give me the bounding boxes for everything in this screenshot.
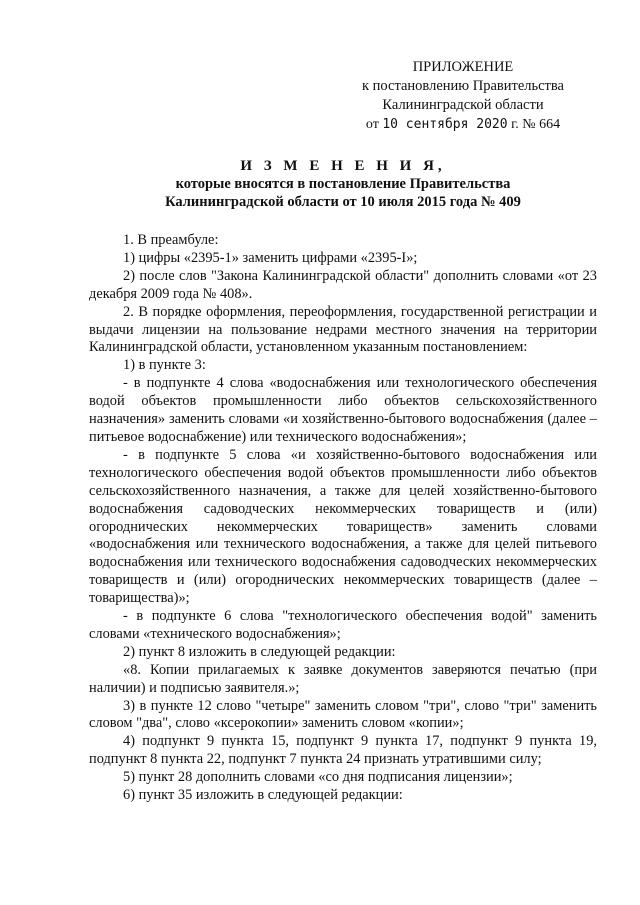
heading-title: И З М Е Н Е Н И Я, — [240, 158, 446, 174]
appendix-date-line — [318, 115, 608, 134]
paragraph: 1) цифры «2395-1» заменить цифрами «2395-I»; — [123, 249, 418, 266]
appendix-date-value: 10 сентября 2020 — [382, 117, 508, 132]
appendix-block — [318, 58, 608, 134]
heading-subtitle-2: Калининградской области от 10 июля 2015 года № 409 — [165, 194, 521, 210]
appendix-date-suffix: г. № 664 — [511, 117, 561, 132]
paragraph: 1. В преамбуле: — [123, 232, 219, 248]
heading-subtitle-1: которые вносятся в постановление Правительства — [175, 176, 511, 192]
paragraph: 2) после слов "Закона Калининградской области" дополнить словами «от 23 декабря 2009 года № 408». — [89, 267, 597, 302]
appendix-line-1: к постановлению Правительства — [362, 78, 564, 94]
paragraph: 4) подпункт 9 пункта 15, подпункт 9 пункта 17, подпункт 9 пункта 19, подпункт 8 пункта 22, подпункт 7 пункта 24 признать утратившими силу; — [89, 733, 597, 768]
paragraph: 2) пункт 8 изложить в следующей редакции: — [123, 643, 396, 660]
paragraph: - в подпункте 5 слова «и хозяйственно-бытового водоснабжения или технологического обеспечения водой объектов промышленности либо объектов сельскохозяйственного назначения, а также для целей хозяйственно-бытового водоснабжения садоводческих некоммерческих товариществ и (или) огороднических некоммерческих товариществ» заменить словами «водоснабжения или технического водоснабжения, а также для целей питьевого водоснабжения или технического водоснабжения садоводческих некоммерческих товариществ и (или) огороднических некоммерческих товариществ (далее – товарищества)»; — [89, 446, 597, 607]
appendix-date-prefix: от — [365, 117, 379, 132]
paragraph: - в подпункте 6 слова "технологического обеспечения водой" заменить словами «технического водоснабжения»; — [89, 608, 597, 642]
paragraph: «8. Копии прилагаемых к заявке документов заверяются печатью (при наличии) и подписью заявителя.»; — [89, 661, 597, 696]
document-heading — [88, 157, 598, 211]
paragraph: 6) пункт 35 изложить в следующей редакции: — [123, 787, 403, 804]
paragraph: 5) пункт 28 дополнить словами «со дня подписания лицензии»; — [123, 769, 513, 786]
paragraph: 3) в пункте 12 слово "четыре" заменить словом "три", слово "три" заменить словом "два", слово «ксерокопии» заменить словом «копии»; — [89, 697, 597, 732]
appendix-title: ПРИЛОЖЕНИЕ — [412, 59, 514, 75]
paragraph: - в подпункте 4 слова «водоснабжения или технологического обеспечения водой объектов промышленности либо объектов сельскохозяйственного назначения» заменить словами «и хозяйственно-бытового водоснабжения (далее – питьевое водоснабжение) или технического водоснабжения»; — [89, 375, 597, 445]
paragraph: 2. В порядке оформления, переоформления, государственной регистрации и выдачи лицензии на пользование недрами местного значения на территории Калининградской области, установленном указанным постановлением: — [89, 303, 597, 356]
appendix-line-2: Калининградской области — [382, 97, 544, 113]
paragraph: 1) в пункте 3: — [123, 357, 206, 374]
document-body — [89, 232, 597, 805]
